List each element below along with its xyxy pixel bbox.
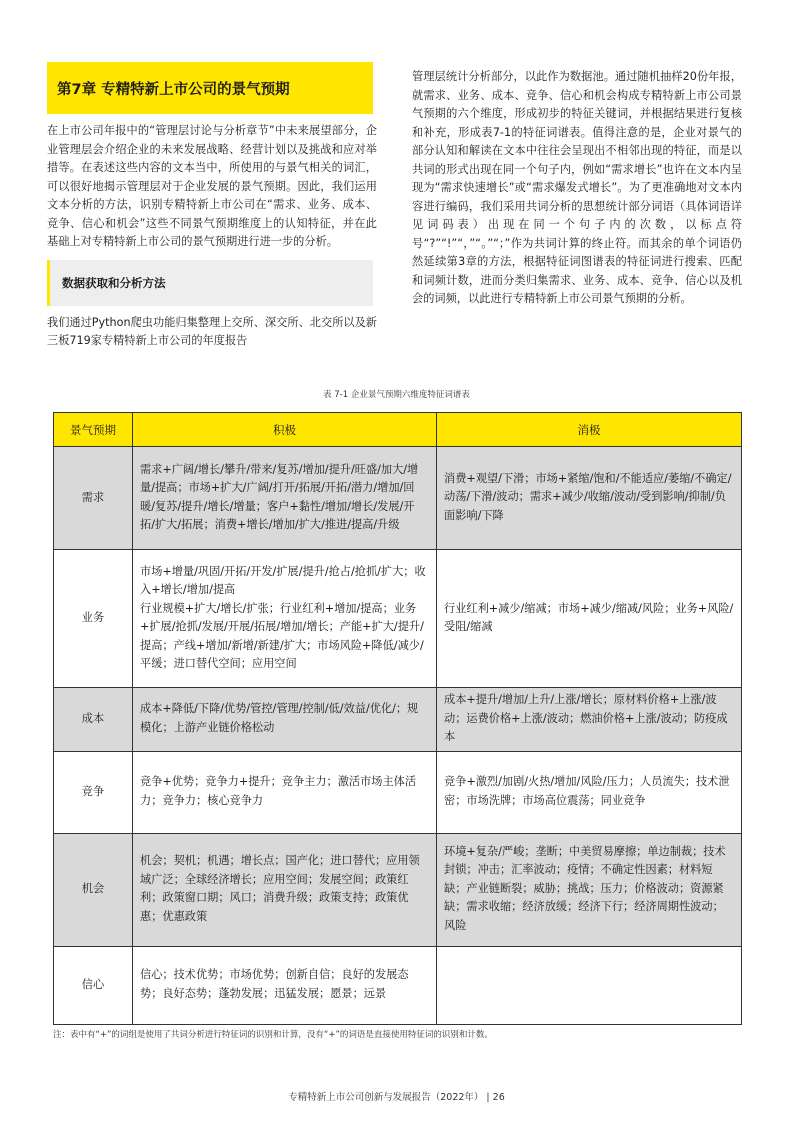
method-paragraph-continued: 管理层统计分析部分，以此作为数据池。通过随机抽样20份年报，就需求、业务、成本、竞争、信心和机会构成专精特新上市公司景气预期的六个维度，形成初步的特征关键词，并根据结果进行复核和补充，形成表7-1的特征词谱表。值得注意的是，企业对景气的部分认知和解读在文本中往往会呈现出不相邻出现的特征，而是以共词的形式出现在同一个句子内，例如“需求增长”也许在文本内呈现为“需求快速增长”或“需求爆发式增长”。为了更准确地对文本内容进行编码，我们采用共词分析的思想统计部分词语（具体词语详见词码表）出现在同一个句子内的次数，以标点符号“?”“!”“，”“。”“；”作为共词计算的终止符。而其余的单个词语仍然延续第3章的方法，根据特征词图谱表的特征词进行搜索、匹配和词频计数，进而分类归集需求、业务、成本、竞争、信心以及机会的词频，以此进行专精特新上市公司景气预期的分析。 [412,70,742,305]
row-positive: 市场+增量/巩固/开拓/开发/扩展/提升/抢占/抢抓/扩大；收入+增长/增加/提高 行业规模+扩大/增长/扩张；行业红利+增加/提高；业务+扩展/抢抓/发展/开展/拓展/增加/增长；产能+扩大/提升/提高；产线+增加/新增/新建/扩大；市场风险+降低/减少/平缓；进口替代空间；应用空间 [133,550,437,688]
header-negative: 消极 [437,413,742,447]
row-category: 业务 [54,550,133,688]
page-footer: 专精特新上市公司创新与发展报告（2022年） | 26 [288,1092,505,1103]
table-row [54,447,742,550]
row-positive: 需求+广阔/增长/攀升/带来/复苏/增加/提升/旺盛/加大/增量/提高；市场+扩大/广阔/打开/拓展/开拓/潜力/增加/回暖/复苏/提升/增长/增量；客户+黏性/增加/增长/发展/开拓/扩大/拓展；消费+增长/增加/扩大/推进/提高/升级 [133,447,437,550]
table-row [54,751,742,833]
table-row [54,946,742,1024]
chapter-title: 第7章 专精特新上市公司的景气预期 [47,62,373,114]
table-caption: 表 7-1 企业景气预期六维度特征词谱表 [323,390,470,400]
row-category: 成本 [54,688,133,752]
right-column [412,68,742,309]
row-category: 信心 [54,946,133,1024]
row-negative: 环境+复杂/严峻；垄断；中美贸易摩擦；单边制裁；技术封锁；冲击；汇率波动；疫情；不确定性因素；材料短缺；产业链断裂；威胁；挑战；压力；价格波动；资源紧缺；需求收缩；经济放缓；经济下行；经济周期性波动；风险 [437,833,742,946]
row-category: 需求 [54,447,133,550]
table-row [54,550,742,688]
row-negative: 成本+提升/增加/上升/上涨/增长；原材料价格+上涨/波动；运费价格+上涨/波动；燃油价格+上涨/波动；防疫成本 [437,688,742,752]
header-category: 景气预期 [54,413,133,447]
row-negative: 消费+观望/下滑；市场+紧缩/饱和/不能适应/萎缩/不确定/动荡/下滑/波动；需求+减少/收缩/波动/受到影响/抑制/负面影响/下降 [437,447,742,550]
row-positive: 竞争+优势；竞争力+提升；竞争主力；激活市场主体活力；竞争力；核心竞争力 [133,751,437,833]
section-heading: 数据获取和分析方法 [47,260,373,306]
method-paragraph: 我们通过Python爬虫功能归集整理上交所、深交所、北交所以及新三板719家专精特新上市公司的年度报告 [47,315,377,347]
left-column [47,122,377,351]
row-negative [437,946,742,1024]
table-note: 注：表中有“+”的词组是使用了共词分析进行特征词的识别和计算，没有“+”的词语是直接使用特征词的识别和计数。 [53,1030,493,1040]
table-row [54,833,742,946]
row-positive: 信心；技术优势；市场优势；创新自信；良好的发展态势；良好态势；蓬勃发展；迅猛发展；愿景；远景 [133,946,437,1024]
table-row [54,688,742,752]
row-negative: 竞争+激烈/加剧/火热/增加/风险/压力；人员流失；技术泄密；市场洗牌；市场高位震荡；同业竞争 [437,751,742,833]
row-category: 竞争 [54,751,133,833]
intro-paragraph: 在上市公司年报中的“管理层讨论与分析章节”中未来展望部分，企业管理层会介绍企业的未来发展战略、经营计划以及挑战和应对举措等。在表述这些内容的文本当中，所使用的与景气相关的词汇，可以很好地揭示管理层对于企业发展的景气预期。因此，我们运用文本分析的方法，识别专精特新上市公司在“需求、业务、成本、竞争、信心和机会”这些不同景气预期维度上的认知特征，并在此基础上对专精特新上市公司的景气预期进行进一步的分析。 [47,124,377,248]
row-negative: 行业红利+减少/缩减；市场+减少/缩减/风险；业务+风险/受阻/缩减 [437,550,742,688]
table-header-row [54,413,742,447]
row-positive: 成本+降低/下降/优势/管控/管理/控制/低/效益/优化/；规模化；上游产业链价格松动 [133,688,437,752]
feature-word-table [53,412,742,1025]
row-positive: 机会；契机；机遇；增长点；国产化；进口替代；应用领域广泛；全球经济增长；应用空间；发展空间；政策红利；政策窗口期；风口；消费升级；政策支持；政策优惠；优惠政策 [133,833,437,946]
header-positive: 积极 [133,413,437,447]
row-category: 机会 [54,833,133,946]
